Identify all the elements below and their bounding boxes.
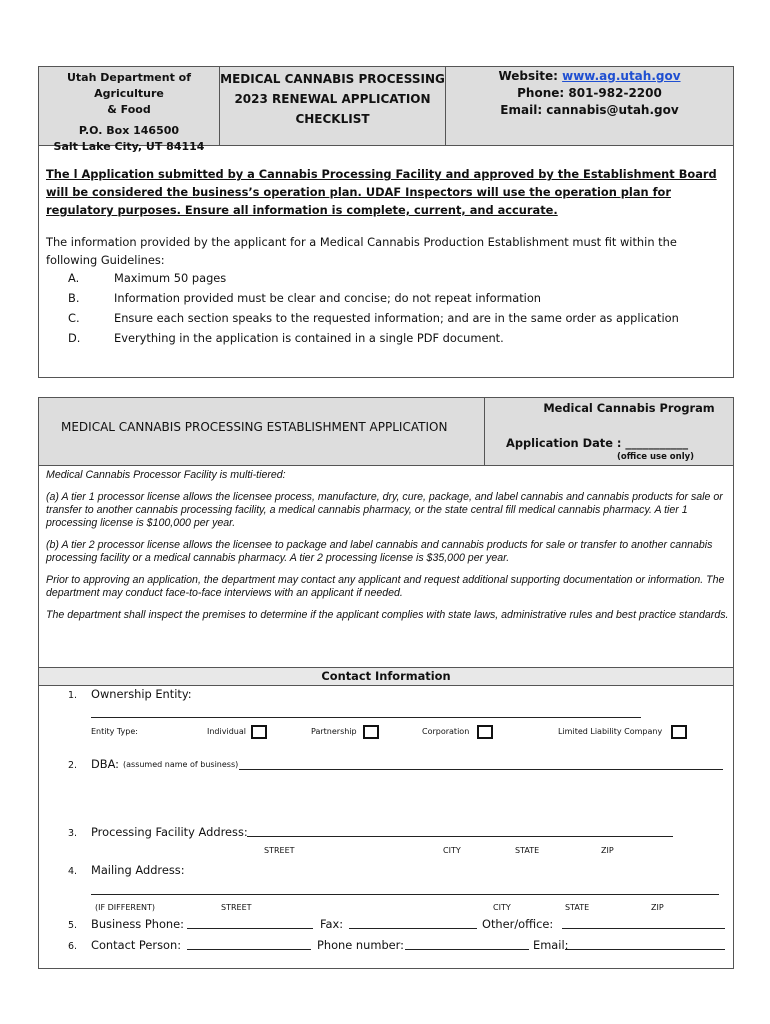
title-line-1: MEDICAL CANNABIS PROCESSING xyxy=(220,72,445,86)
individual-checkbox[interactable] xyxy=(251,725,267,739)
header-box xyxy=(38,66,734,153)
ownership-label: Ownership Entity: xyxy=(91,687,192,701)
city-caption: CITY xyxy=(493,903,511,912)
fax-label: Fax: xyxy=(320,917,344,931)
paragraph: Medical Cannabis Processor Facility is multi-tiered: xyxy=(46,469,286,481)
facility-address-field[interactable] xyxy=(247,826,673,837)
agency-name-2: & Food xyxy=(107,103,151,116)
state-caption: STATE xyxy=(515,846,540,855)
corporation-checkbox[interactable] xyxy=(477,725,493,739)
email-line: Email: cannabis@utah.gov xyxy=(500,103,679,117)
entity-type-label: Entity Type: xyxy=(91,727,138,736)
email-label: Email: xyxy=(533,938,569,952)
llc-checkbox[interactable] xyxy=(671,725,687,739)
phone-number-label: Phone number: xyxy=(317,938,404,952)
guideline-letter: C. xyxy=(68,311,80,325)
title-line-2: 2023 RENEWAL APPLICATION xyxy=(234,92,431,106)
guideline-letter: D. xyxy=(68,331,81,345)
tier-description xyxy=(46,469,730,631)
phone-line: Phone: 801-982-2200 xyxy=(517,86,662,100)
item-number: 5. xyxy=(68,920,78,931)
other-office-label: Other/office: xyxy=(482,917,554,931)
dba-note: (assumed name of business) xyxy=(123,760,239,769)
partnership-checkbox[interactable] xyxy=(363,725,379,739)
contact-info-heading: Contact Information xyxy=(39,667,733,686)
application-header xyxy=(39,398,733,466)
application-date-field[interactable]: Application Date : ___________ xyxy=(506,436,689,450)
guideline-letter: A. xyxy=(68,271,80,285)
other-office-field[interactable] xyxy=(562,917,725,929)
guideline-text: Maximum 50 pages xyxy=(114,271,227,285)
guidelines-intro: The information provided by the applicant for a Medical Cannabis Production Establishment must fit within the following Guidelines: xyxy=(46,235,677,267)
contact-person-label: Contact Person: xyxy=(91,938,182,952)
guideline-item xyxy=(46,309,730,329)
application-title-cell xyxy=(39,398,485,465)
website-link[interactable]: www.ag.utah.gov xyxy=(562,69,681,83)
guideline-text: Ensure each section speaks to the requested information; and are in the same order as application xyxy=(114,311,679,325)
partnership-label: Partnership xyxy=(311,727,357,736)
item-number: 6. xyxy=(68,941,78,952)
zip-caption: ZIP xyxy=(601,846,614,855)
paragraph: The department shall inspect the premises to determine if the applicant complies with state laws, administrative rules and best practice standards. xyxy=(46,609,729,621)
dba-field[interactable] xyxy=(239,759,723,770)
city-caption: CITY xyxy=(443,846,461,855)
guideline-text: Everything in the application is contained in a single PDF document. xyxy=(114,331,504,345)
mailing-address-label: Mailing Address: xyxy=(91,863,185,877)
email-field[interactable] xyxy=(565,938,725,950)
if-different-caption: (IF DIFFERENT) xyxy=(95,903,156,912)
item-number: 3. xyxy=(68,828,78,839)
item-number: 4. xyxy=(68,866,78,877)
office-use-note: (office use only) xyxy=(617,452,695,462)
guidelines-block xyxy=(46,233,730,349)
ownership-field[interactable] xyxy=(91,707,641,718)
guideline-item xyxy=(46,289,730,309)
business-phone-field[interactable] xyxy=(187,917,313,929)
guideline-item xyxy=(46,269,730,289)
contact-person-field[interactable] xyxy=(187,938,311,950)
phone-number-field[interactable] xyxy=(405,938,529,950)
application-title: MEDICAL CANNABIS PROCESSING ESTABLISHMENT APPLICATION xyxy=(61,420,448,434)
fax-field[interactable] xyxy=(349,917,477,929)
document-title xyxy=(220,67,446,145)
program-name: Medical Cannabis Program xyxy=(543,401,715,415)
item-number: 2. xyxy=(68,760,78,771)
paragraph: Prior to approving an application, the department may contact any applicant and request additional supporting documentation or information. The department may conduct face-to-face interviews with an applicant if needed. xyxy=(46,574,725,599)
website-label: Website: xyxy=(498,69,563,83)
street-caption: STREET xyxy=(264,846,295,855)
state-caption: STATE xyxy=(565,903,590,912)
individual-label: Individual xyxy=(207,727,246,736)
paragraph: (b) A tier 2 processor license allows the licensee to package and label cannabis and cannabis products for sale or transfer to another cannabis processing facility or a medical cannabis pharmacy. A tier 2 processing license is $35,000 per year. xyxy=(46,539,713,564)
guideline-letter: B. xyxy=(68,291,80,305)
corporation-label: Corporation xyxy=(422,727,470,736)
item-number: 1. xyxy=(68,690,78,701)
po-box: P.O. Box 146500 xyxy=(78,124,180,137)
zip-caption: ZIP xyxy=(651,903,664,912)
business-phone-label: Business Phone: xyxy=(91,917,184,931)
title-line-3: CHECKLIST xyxy=(295,112,370,126)
agency-name: Utah Department of Agriculture xyxy=(66,71,192,100)
intro-notice: The l Application submitted by a Cannabis Processing Facility and approved by the Establishment Board will be considered the business’s operation plan. UDAF Inspectors will use the operation plan for regulatory purposes. Ensure all information is complete, current, and accurate. xyxy=(46,167,717,217)
mailing-address-field[interactable] xyxy=(91,884,719,895)
agency-block xyxy=(39,67,220,153)
application-section xyxy=(38,397,734,969)
guideline-text: Information provided must be clear and concise; do not repeat information xyxy=(114,291,542,305)
dba-label: DBA: xyxy=(91,757,120,771)
contact-block xyxy=(446,67,733,145)
llc-label: Limited Liability Company xyxy=(558,727,663,736)
website-line xyxy=(446,68,733,85)
guideline-item xyxy=(46,329,730,349)
street-caption: STREET xyxy=(221,903,252,912)
city-state: Salt Lake City, UT 84114 xyxy=(53,140,205,153)
paragraph: (a) A tier 1 processor license allows the licensee process, manufacture, dry, cure, package, and label cannabis and cannabis products for sale or transfer to another cannabis processing facility, a medical cannabis pharmacy, or the state central fill medical cannabis pharmacy. A tier 1 processing license is $100,000 per year. xyxy=(46,491,723,529)
intro-section xyxy=(38,145,734,378)
facility-address-label: Processing Facility Address: xyxy=(91,825,248,839)
